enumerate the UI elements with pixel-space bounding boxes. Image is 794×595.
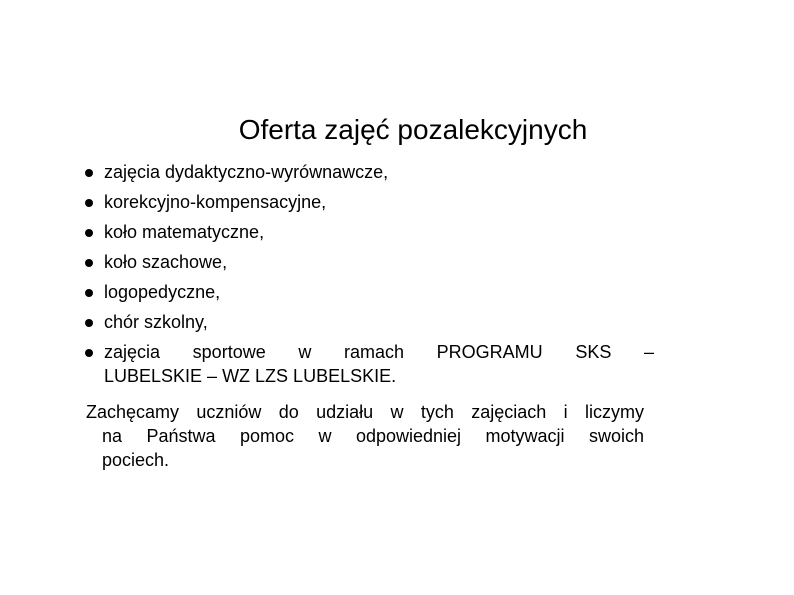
list-item-text: logopedyczne, [104,282,221,302]
closing-line-1: Zachęcamy uczniów do udziału w tych zajęciach i liczymy [86,402,644,422]
bullet-dot-icon [85,349,93,357]
list-item [84,220,654,244]
list-item [84,280,654,304]
list-item [84,160,654,184]
bullet-dot-icon [85,199,93,207]
bullet-dot-icon [85,289,93,297]
bullet-dot-icon [85,229,93,237]
list-item [84,190,654,214]
closing-line-2: na Państwa pomoc w odpowiedniej motywacji swoich [102,426,644,446]
list-item-text: zajęcia dydaktyczno-wyrównawcze, [104,162,389,182]
list-item-text: chór szkolny, [104,312,208,332]
offer-list [84,160,654,394]
closing-paragraph [86,400,644,472]
list-item [84,310,654,334]
list-item-text: korekcyjno-kompensacyjne, [104,192,327,212]
list-item-text: koło matematyczne, [104,222,265,242]
list-item-text: koło szachowe, [104,252,228,272]
bullet-dot-icon [85,169,93,177]
slide-title: Oferta zajęć pozalekcyjnych [238,114,588,145]
bullet-dot-icon [85,259,93,267]
list-item-sports [84,340,654,388]
closing-line-3: pociech. [102,450,170,470]
sports-line-2: LUBELSKIE – WZ LZS LUBELSKIE. [104,366,397,386]
bullet-dot-icon [85,319,93,327]
list-item [84,250,654,274]
sports-line-1: zajęcia sportowe w ramach PROGRAMU SKS – [104,342,654,362]
